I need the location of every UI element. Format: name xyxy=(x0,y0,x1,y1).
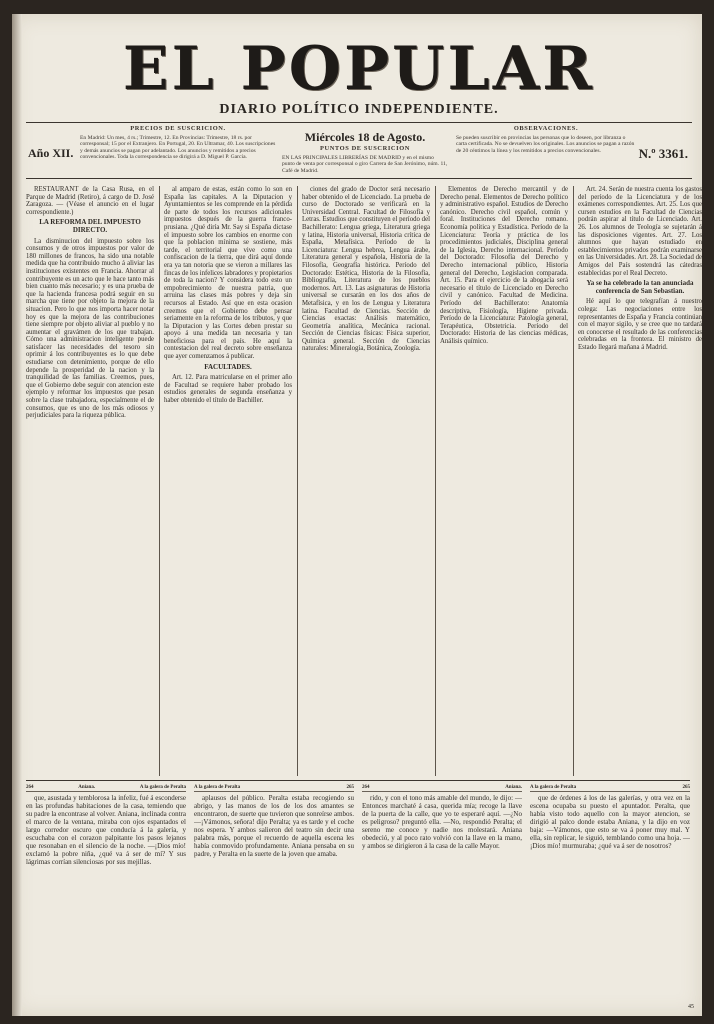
article-body-3: ciones del grado de Doctor será necesario haber obtenido el de Licenciado. La prueba de curso de Doctorado se verificará en la Universidad Central. Facultad de Filosofía y Letras. Estudios que constituyen el período del Bachillerato: Lengua griega, Literatura griega y latina, Historia universal, Historia crítica de España, Metafísica. Período de la Licenciatura: Lengua hebrea, Lengua árabe, Literatura general y española, Historia de la Filosofía, Geografía histórica. Período del Doctorado: Estética, Historia de la Filosofía, Bibliografía, Literatura de los pueblos modernos. Art. 13. Las asignaturas de Historia universal se cursarán en los dos años de Metafísica, y en los de Lengua y Literatura latina. Facultad de Ciencias. Sección de Ciencias exactas: Análisis matemático, Geometría analítica, Mecánica racional. Sección de Ciencias físicas: Física superior, Química general. Sección de Ciencias naturales: Mineralogía, Botánica, Zoología. xyxy=(302,186,430,353)
column-rule xyxy=(435,186,436,776)
column-2 xyxy=(164,186,292,776)
observations-title: OBSERVACIONES. xyxy=(513,126,579,132)
feuilleton-column-1 xyxy=(26,784,186,1010)
article-body-5: Art. 24. Serán de nuestra cuenta los gastos del período de la Licenciatura y de los exámenes correspondientes. Art. 25. Los que cursen estudios en la Facultad de Ciencias podrán aspirar al título de Licenciado. Art. 26. Los alumnos de Teología se sujetarán á las disposiciones vigentes. Art. 27. Los alumnos que hayan estudiado en establecimientos privados podrán examinarse en las Universidades. Art. 28. La Sociedad de Amigos del País sostendrá las cátedras establecidas por el Real Decreto. xyxy=(578,186,702,277)
feuilleton-text-4: que de órdenes á los de las galerías, y otra vez en la escena ocupaba su puesto el apuntador. Peralta, que había visto todo aquello con la mayor atencion, se dirigió al palco donde estaba Aniana, y la dijo en voz baja: —Vámonos, que esto se va á poner muy mal. Y ella, sin replicar, le siguió, temblando como una hoja. —¡Dios mío! murmuraba; ¿qué va á ser de nosotros? xyxy=(530,794,690,850)
column-5 xyxy=(578,186,702,776)
running-title: Aniana. xyxy=(78,785,96,790)
column-4 xyxy=(440,186,568,776)
running-header xyxy=(362,784,522,792)
newspaper-page xyxy=(12,14,702,1016)
masthead-info-row xyxy=(26,126,692,178)
subscription-text: En Madrid: Un mes, 4 rs.; Trimestre, 12. En Provincias: Trimestre, 18 rs. por corresponsal; 15 por el Extranjero. En Portugal, 20. En Ultramar, 40. Los suscripciones y demás anuncios se pagan por adelantado. Los anuncios y remitidos a precios convencionales. Toda la correspondencia se dirigirá a D. Miguel P. García. xyxy=(80,134,276,161)
running-header xyxy=(194,784,354,792)
subscription-points xyxy=(282,146,448,174)
feuilleton-section xyxy=(26,784,690,1012)
running-header xyxy=(26,784,186,792)
column-1 xyxy=(26,186,154,776)
page-binding xyxy=(12,14,22,1016)
feuilleton-text-2: aplausos del público. Peralta estaba recogiendo su abrigo, y las manos de los de los dos amantes se encontraron, de suerte que tuvieron que sonreírse ambos. —¡Vámonos, señora! dijo Peralta; ya es tarde y el coche nos espera. Y ambos salieron del teatro sin decir una palabra más, porque el recuerdo de aquella escena les había conmovido profundamente. Aniana pensaba en su padre, y Peralta en la suerte de la joven que amaba. xyxy=(194,794,354,858)
column-rule xyxy=(573,186,574,776)
page-number-left: 264 xyxy=(362,785,370,790)
page-number: 265 xyxy=(682,785,690,790)
newspaper-subtitle: DIARIO POLÍTICO INDEPENDIENTE. xyxy=(219,102,499,117)
running-title: Aniana. xyxy=(505,785,522,790)
feuilleton-rule xyxy=(26,780,690,781)
points-text: EN LAS PRINCIPALES LIBRERÍAS DE MADRID y en el mismo punto de venta por corresponsal o giro Carrera de San Jerónimo, núm. 11, Café de Madrid. xyxy=(282,154,448,174)
main-columns xyxy=(26,186,702,776)
restaurant-notice: RESTAURANT de la Casa Rusa, en el Parque de Madrid (Retiro), á cargo de D. José Zaragoza. — (Véase el anuncio en el lugar correspondiente.) xyxy=(26,186,154,216)
masthead xyxy=(26,22,692,182)
issue-number: N.º 3361. xyxy=(638,146,688,161)
article-heading-1: LA REFORMA DEL IMPUESTO DIRECTO. xyxy=(39,218,141,234)
column-rule xyxy=(297,186,298,776)
article-tail-5: Hé aquí lo que telegrafían á nuestro colega: Las negociaciones entre los representantes de España y Francia continúan con el mayor sigilo, y se cree que no tardará en conocerse el resultado de las conferencias celebradas en la frontera. El ministro de Estado llegará mañana á Madrid. xyxy=(578,298,702,351)
masthead-rule-bottom xyxy=(26,178,692,179)
running-title: A la galera de Peralta xyxy=(194,785,241,790)
issue-date: Miércoles 18 de Agosto. xyxy=(304,130,426,144)
observations xyxy=(456,126,636,154)
feuilleton-text-3: rido, y con el tono más amable del mundo, le dijo: —Entonces marchaté á casa, querida mía; recoge la llave de la puerta de la calle, que yo te esperaré aquí. —¿No es peligroso? preguntó ella. —No, respondió Peralta; el sereno me conoce y nadie nos molestará. Aniana obedeció, y al poco rato volvió con la llave en la mano, y ambos se dirigieron á la casa de la calle Mayor. xyxy=(362,794,522,850)
article-tail-2: Art. 12. Para matricularse en el primer año de Facultad se requiere haber probado los estudios generales de segunda enseñanza y haber obtenido el título de Bachiller. xyxy=(164,374,292,405)
article-body-2: al amparo de estas, están como lo son en España las capitales. A la Diputacion y Ayuntamientos se les comprende en la pérdida de parte de todos los recursos adicionales impuestos después de la guerra franco-prusiana. ¿Qué diría Mr. Say si España dictase el impuesto sobre los cambios en enorme con que la poblacion mínima se sostiene, más tarde, el territorial que vive como una confiscacion de la tierra, que dirá aquí donde era ya tan notoria que se vieron a millares las fincas de los infelices labradores y propietarios de toda la nacion? Y considera todo esto un empobrecimiento de nuestra patria, que arruina las clases más pobres y deja sin recursos al Estado. Así que en esta ocasion creemos que el Gobierno debe pensar seriamente en la reforma de los tributos, y que la Diputacion y las Cortes deben prestar su apoyo á una medida tan necesaria y tan beneficiosa para el país. He aquí la contestacion del real decreto sobre enseñanza que ayer comenzamos á publicar. xyxy=(164,186,292,361)
column-rule xyxy=(159,186,160,776)
article-heading-5: Ya se ha celebrado la tan anunciada conferencia de San Sebastian. xyxy=(586,279,694,295)
article-heading-2: FACULTADES. xyxy=(204,362,252,371)
article-body-4: Elementos de Derecho mercantil y de Derecho penal. Elementos de Derecho político y administrativo español. Estudios de Derecho canónico. Derecho civil español, común y foral. Instituciones del Derecho romano. Economía política y Estadística. Período de la Licenciatura: Teoría y práctica de los procedimientos judiciales, Disciplina general de la Iglesia, Derecho internacional. Período del Doctorado: Filosofía del Derecho y Derecho internacional público, Historia general del Derecho, Legislacion comparada. Art. 15. Para el ejercicio de la abogacía será necesario el título de Licenciado en Derecho civil y canónico. Facultad de Medicina. Período del Bachillerato: Anatomía descriptiva, Fisiología, Higiene privada. Período de la Licenciatura: Patología general, Terapéutica, Obstetricia. Período del Doctorado: Historia de las ciencias médicas, Análisis químico. xyxy=(440,186,568,345)
page-number: 265 xyxy=(346,785,354,790)
column-3 xyxy=(302,186,430,776)
subscription-prices xyxy=(80,126,276,161)
footer-number: 45 xyxy=(688,1004,694,1010)
points-title: PUNTOS DE SUSCRICION xyxy=(319,146,410,152)
feuilleton-column-4 xyxy=(530,784,690,1010)
article-body-1: La disminucion del impuesto sobre los consumos y de otros impuestos por valor de 180 millones de francos, ha sido una notable medida que ha contribuido mucho á aliviar las instituciones existentes en Francia. Ahorrar al contribuyente es un acto que le hace tanto más bien cuanto más necesario; y es una prueba de que la hacienda francesa podrá seguir en su marcha que tiene por objeto la mejora de la situacion. Pero lo que nos importa hacer notar hoy es que la mejora de las contribuciones tiene siempre por objeto aliviar al pueblo y no aumentar el gravámen de los que trabajan. Cómo una administracion inteligente puede satisfacer las necesidades del tesoro sin oprimir á los contribuyentes es lo que debe estudiarse con detenimiento, porque de ello depende la prosperidad de la nacion y la tranquilidad de las familias. Creemos, pues, que el Gobierno debe seguir con atencion este ejemplo y reformar los impuestos que pesan sobre la clase trabajadora, especialmente el de consumos, que es uno de los más odiosos y perjudiciales para la riqueza pública. xyxy=(26,237,154,420)
running-header xyxy=(530,784,690,792)
feuilleton-column-3 xyxy=(362,784,522,1010)
page-number-left: 264 xyxy=(26,785,34,790)
year-label: Año XII. xyxy=(28,146,74,160)
running-title-right: A la galera de Peralta xyxy=(139,785,186,790)
observations-text: Se pueden suscribir en provincias las personas que lo deseen, por libranza o carta certificada. No se devuelven los originales. Los anuncios se pagan a razón de 20 céntimos la línea y los remitidos a precios convencionales. xyxy=(456,134,635,154)
subscription-title: PRECIOS DE SUSCRICION. xyxy=(130,126,226,132)
running-title: A la galera de Peralta xyxy=(530,785,577,790)
feuilleton-text-1: que, asustada y temblorosa la infeliz, fué á esconderse en las profundas habitaciones de la casa, temiendo que su padre la encontrase al volver. Aniana, inclinada contra el marco de la ventana, miraba con ojos espantados el largo corredor oscuro que conducía á la galería, y escuchaba con el corazon palpitante los pasos lejanos que resonaban en el silencio de la noche. —¡Dios mío! exclamó la pobre niña, ¿qué va á ser de mí? Y sus lágrimas corrían silenciosas por sus mejillas. xyxy=(26,794,186,866)
feuilleton-column-2 xyxy=(194,784,354,1010)
newspaper-title: EL POPULAR xyxy=(122,34,596,104)
masthead-rule-top xyxy=(26,122,692,123)
